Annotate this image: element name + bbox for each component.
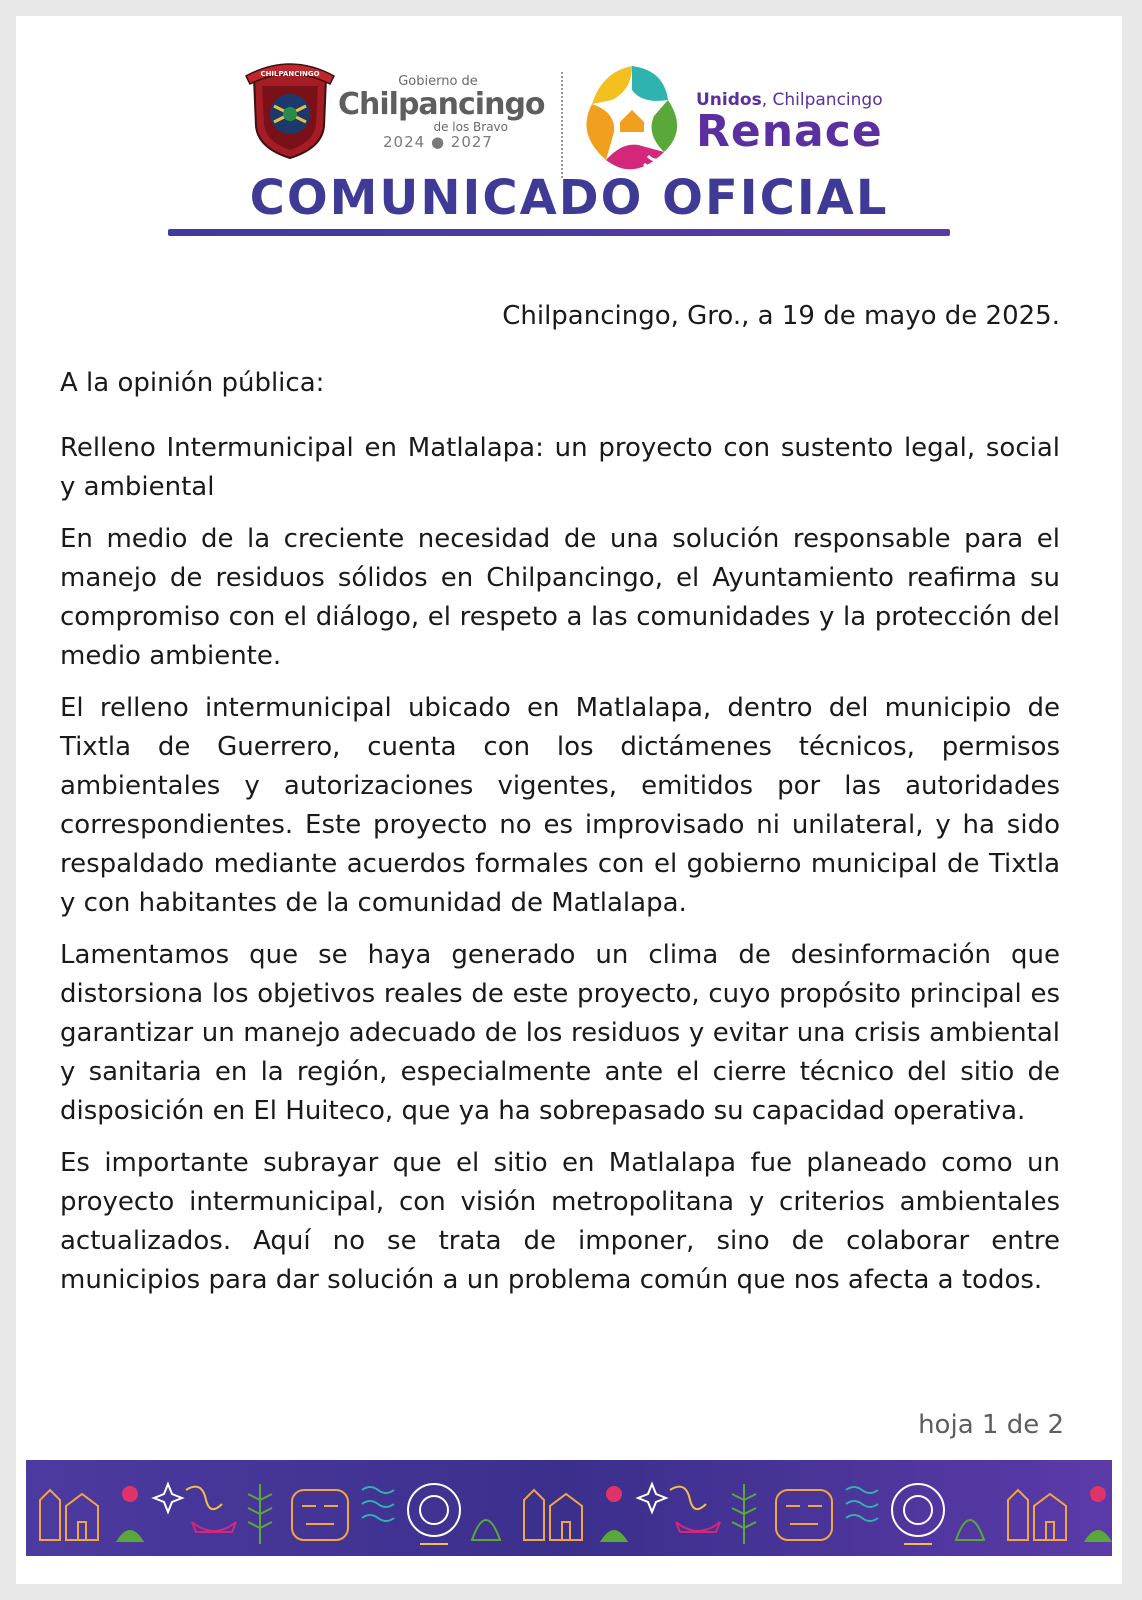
document-page (16, 16, 1122, 1584)
title-underline (168, 229, 950, 236)
paragraph: En medio de la creciente necesidad de una solución responsable para el manejo de residuos sólidos en Chilpancingo, el Ayuntamiento reafirma su compromiso con el diálogo, el respeto a las comunidades y la protección del medio ambiente. (60, 524, 1060, 671)
paragraph: Es importante subrayar que el sitio en Matlalapa fue planeado como un proyecto intermunicipal, con visión metropolitana y criterios ambientales actualizados. Aquí no se trata de imponer, sino de colaborar entre municipios para dar solución a un problema común que nos afecta a todos. (60, 1148, 1060, 1295)
dateline: Chilpancingo, Gro., a 19 de mayo de 2025. (502, 301, 1060, 331)
page-indicator: hoja 1 de 2 (918, 1410, 1064, 1440)
paragraph: El relleno intermunicipal ubicado en Matlalapa, dentro del municipio de Tixtla de Guerrero, cuenta con los dictámenes técnicos, permisos ambientales y autorizaciones vigentes, emitidos por las autoridades correspondientes. Este proyecto no es improvisado ni unilateral, y ha sido respaldado mediante acuerdos formales con el gobierno municipal de Tixtla y con habitantes de la comunidad de Matlalapa. (60, 693, 1060, 918)
shield-ribbon-text: CHILPANCINGO (260, 70, 320, 78)
decorative-footer-banner (26, 1460, 1112, 1556)
paragraph-subject: Relleno Intermunicipal en Matlalapa: un proyecto con sustento legal, social y ambiental (60, 433, 1060, 502)
paragraph: Lamentamos que se haya generado un clima de desinformación que distorsiona los objetivos reales de este proyecto, cuyo propósito principal es garantizar un manejo adecuado de los residuos y evitar una crisis ambiental y sanitaria en la región, especialmente ante el cierre técnico del sitio de disposición en El Huiteco, que ya ha sobrepasado su capacidad operativa. (60, 940, 1060, 1126)
salutation: A la opinión pública: (60, 368, 325, 398)
unidos-bold: Unidos (696, 90, 762, 110)
page-title: COMUNICADO OFICIAL (249, 170, 889, 226)
renace-label: Renace (696, 106, 883, 157)
gobierno-bravo: de los Bravo (433, 120, 508, 134)
chilpancingo-shield-logo (244, 56, 336, 160)
header-divider (561, 72, 563, 178)
gobierno-city: Chilpancingo (338, 87, 545, 122)
gobierno-label: Gobierno de (398, 74, 478, 89)
gobierno-years: 2024 ● 2027 (383, 133, 493, 151)
letterhead (16, 38, 1122, 168)
gobierno-wordmark (338, 74, 545, 151)
unidos-rest: , Chilpancingo (761, 90, 883, 110)
renace-wordmark (696, 90, 926, 157)
renace-logo-icon (572, 60, 694, 184)
document-body (60, 364, 1060, 1313)
